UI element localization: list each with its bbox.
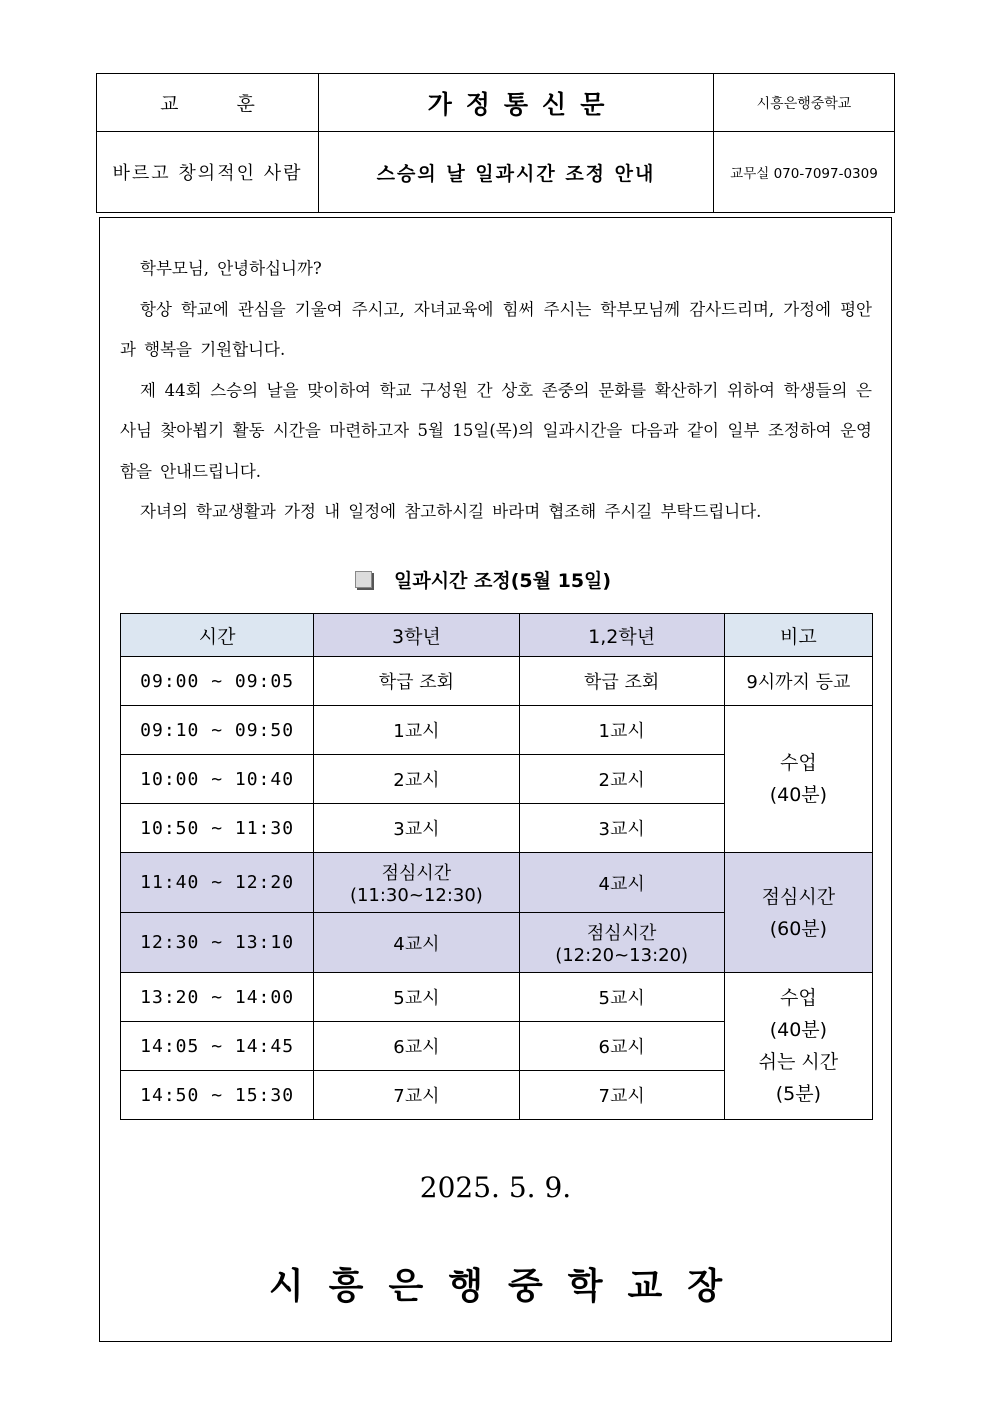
time-cell: 14:05 ~ 14:45	[121, 1022, 314, 1071]
time-cell: 10:50 ~ 11:30	[121, 804, 314, 853]
time-cell: 09:00 ~ 09:05	[121, 657, 314, 706]
grade3-cell: 1교시	[314, 706, 519, 755]
note-cell: 9시까지 등교	[724, 657, 872, 706]
issue-date: 2025. 5. 9.	[419, 1171, 572, 1204]
title-cell	[319, 74, 714, 132]
section-heading	[355, 566, 655, 593]
phone-cell	[714, 132, 895, 213]
note-line: (60분)	[769, 917, 828, 940]
greeting: 학부모님, 안녕하십니까?	[140, 259, 322, 278]
paragraph-2: 제 44회 스승의 날을 맞이하여 학교 구성원 간 상호 존중의 문화를 확산하기 위하여 학생들의 은사님 찾아뵙기 활동 시간을 마련하고자 5월 15일(목)의 일과시간을 다음과 같이 일부 조정하여 운영함을 안내드립니다.	[120, 380, 872, 481]
table-row	[121, 973, 873, 1022]
lunch-label: 점심시간	[586, 923, 657, 944]
table-row	[121, 657, 873, 706]
note-line: 점심시간	[761, 885, 836, 908]
table-row-lunch	[121, 853, 873, 913]
note-line: 쉬는 시간	[758, 1051, 839, 1073]
principal-signature: 시흥은행중학교장	[268, 1265, 748, 1307]
section-title: 일과시간 조정(5월 15일)	[394, 570, 612, 592]
table-header-row	[121, 614, 873, 657]
header-table	[96, 73, 895, 213]
note-line: (40분)	[769, 784, 828, 806]
note-line: 수업	[780, 987, 817, 1009]
grade3-cell: 2교시	[314, 755, 519, 804]
time-cell: 13:20 ~ 14:00	[121, 973, 314, 1022]
time-cell: 12:30 ~ 13:10	[121, 913, 314, 973]
subtitle-cell	[319, 132, 714, 213]
time-cell: 09:10 ~ 09:50	[121, 706, 314, 755]
time-cell: 14:50 ~ 15:30	[121, 1071, 314, 1120]
letter-text	[120, 249, 872, 533]
grade3-cell: 3교시	[314, 804, 519, 853]
paragraph-3: 자녀의 학교생활과 가정 내 일정에 참고하시길 바라며 협조해 주시길 부탁드립니다.	[140, 502, 762, 521]
grade3-cell: 6교시	[314, 1022, 519, 1071]
header-time: 시간	[121, 614, 314, 657]
motto-cell	[97, 132, 319, 213]
paragraph-1: 항상 학교에 관심을 기울여 주시고, 자녀교육에 힘써 주시는 학부모님께 감사드리며, 가정에 평안과 행복을 기원합니다.	[120, 299, 872, 359]
grade12-cell: 4교시	[519, 853, 724, 913]
document-title: 가정통신문	[427, 89, 619, 119]
grade12-cell: 3교시	[519, 804, 724, 853]
header-note: 비고	[724, 614, 872, 657]
grade3-cell	[314, 853, 519, 913]
grade12-cell: 2교시	[519, 755, 724, 804]
schedule-table	[120, 613, 873, 1120]
grade12-cell	[519, 913, 724, 973]
grade12-cell: 7교시	[519, 1071, 724, 1120]
time-cell: 11:40 ~ 12:20	[121, 853, 314, 913]
time-cell: 10:00 ~ 10:40	[121, 755, 314, 804]
motto-label: 교 훈	[160, 93, 281, 116]
grade12-cell: 6교시	[519, 1022, 724, 1071]
school-motto: 바르고 창의적인 사람	[112, 163, 303, 185]
lunch-time: (11:30~12:30)	[349, 885, 483, 906]
grade3-cell: 학급 조회	[314, 657, 519, 706]
grade12-cell: 학급 조회	[519, 657, 724, 706]
grade12-cell: 5교시	[519, 973, 724, 1022]
square-bullet-icon	[355, 571, 372, 588]
note-line: (5분)	[775, 1083, 822, 1105]
note-cell-class-break	[724, 973, 872, 1120]
grade3-cell: 5교시	[314, 973, 519, 1022]
grade3-cell: 4교시	[314, 913, 519, 973]
note-cell-class	[724, 706, 872, 853]
note-cell-lunch	[724, 853, 872, 973]
school-cell	[714, 74, 895, 132]
document-subtitle: 스승의 날 일과시간 조정 안내	[376, 162, 656, 185]
note-line: (40분)	[769, 1019, 828, 1041]
header-grade12: 1,2학년	[519, 614, 724, 657]
letter-body-box	[99, 217, 892, 1342]
note-line: 수업	[780, 752, 817, 774]
motto-label-cell	[97, 74, 319, 132]
school-name: 시흥은행중학교	[756, 95, 852, 112]
header-grade3: 3학년	[314, 614, 519, 657]
grade3-cell: 7교시	[314, 1071, 519, 1120]
lunch-time: (12:20~13:20)	[555, 945, 689, 966]
grade12-cell: 1교시	[519, 706, 724, 755]
lunch-label: 점심시간	[381, 863, 452, 884]
table-row	[121, 706, 873, 755]
office-phone: 교무실 070-7097-0309	[730, 166, 878, 183]
